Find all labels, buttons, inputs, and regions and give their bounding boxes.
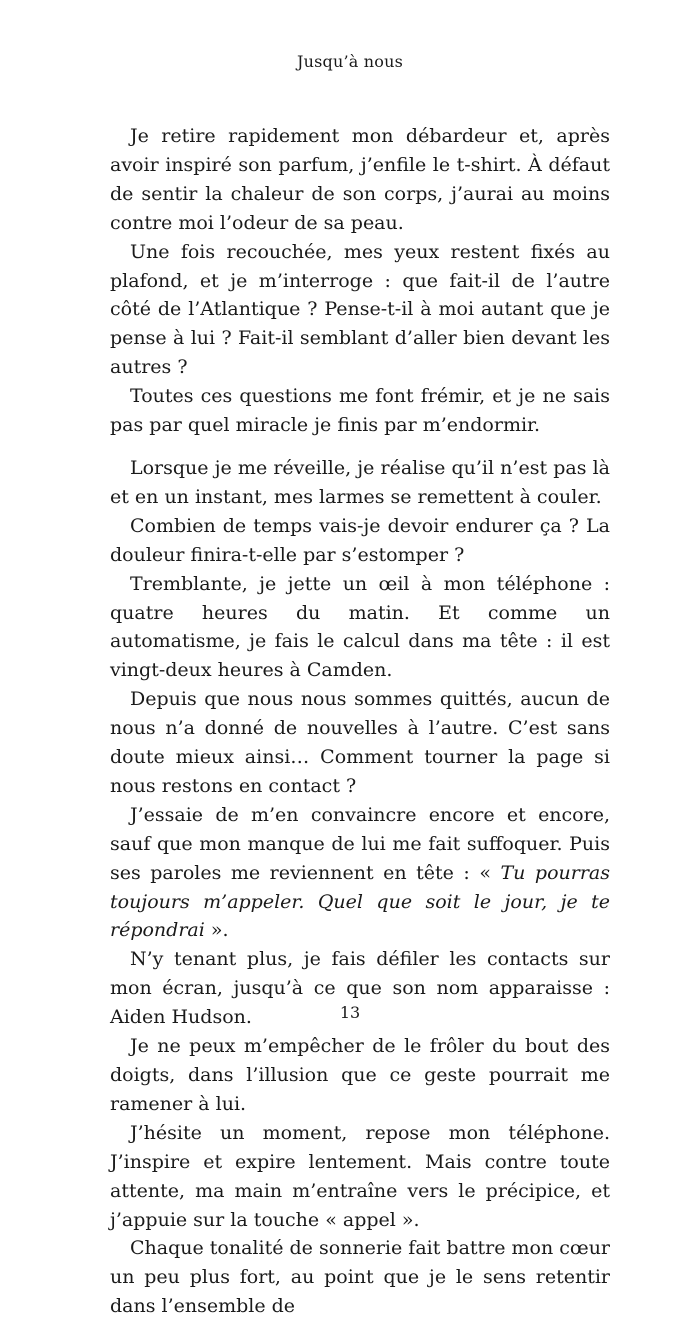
- paragraph: Tremblante, je jette un œil à mon téléphone : quatre heures du matin. Et comme un automatisme, je fais le calcul dans ma tête : il est vingt-deux heures à Camden.: [110, 572, 610, 682]
- paragraph: J’hésite un moment, repose mon téléphone. J’inspire et expire lentement. Mais contre toute attente, ma main m’entraîne vers le précipice, et j’appuie sur la touche « appel ».: [110, 1121, 610, 1231]
- running-header: Jusqu’à nous: [296, 52, 404, 71]
- paragraph-text: ».: [204, 919, 229, 942]
- paragraph: Lorsque je me réveille, je réalise qu’il n’est pas là et en un instant, mes larmes se remettent à couler.: [110, 456, 610, 508]
- paragraph: [110, 801, 610, 946]
- paragraph: Toutes ces questions me font frémir, et je ne sais pas par quel miracle je finis par m’endormir.: [110, 385, 610, 437]
- paragraph-text: J’essaie de m’en convaincre encore et encore, sauf que mon manque de lui me fait suffoquer. Puis ses paroles me reviennent en tête : «: [110, 803, 610, 884]
- paragraph: Chaque tonalité de sonnerie fait battre mon cœur un peu plus fort, au point que je le sens retentir dans l’ensemble de: [110, 1237, 611, 1318]
- paragraph: Une fois recouchée, mes yeux restent fixés au plafond, et je m’interroge : que fait-il de l’autre côté de l’Atlantique ? Pense-t-il à moi autant que je pense à lui ? Fait-il semblant d’aller bien devant les autres ?: [110, 240, 610, 379]
- page-number: 13: [339, 1003, 361, 1022]
- quoted-speech: Tu pourras toujours m’appeler. Quel que soit le jour, je te répondrai: [110, 861, 610, 942]
- body-text: [110, 122, 610, 1321]
- paragraph: Je retire rapidement mon débardeur et, après avoir inspiré son parfum, j’enfile le t-shirt. À défaut de sentir la chaleur de son corps, j’aurai au moins contre moi l’odeur de sa peau.: [110, 125, 610, 234]
- paragraph: Je ne peux m’empêcher de le frôler du bout des doigts, dans l’illusion que ce geste pourrait me ramener à lui.: [110, 1035, 610, 1115]
- paragraph: Combien de temps vais-je devoir endurer ça ? La douleur finira-t-elle par s’estomper ?: [110, 514, 610, 566]
- paragraph: Depuis que nous nous sommes quittés, aucun de nous n’a donné de nouvelles à l’autre. C’est sans doute mieux ainsi… Comment tourner la page si nous restons en contact ?: [110, 688, 610, 797]
- paragraph: N’y tenant plus, je fais défiler les contacts sur mon écran, jusqu’à ce que son nom apparaisse : Aiden Hudson.: [110, 948, 610, 1029]
